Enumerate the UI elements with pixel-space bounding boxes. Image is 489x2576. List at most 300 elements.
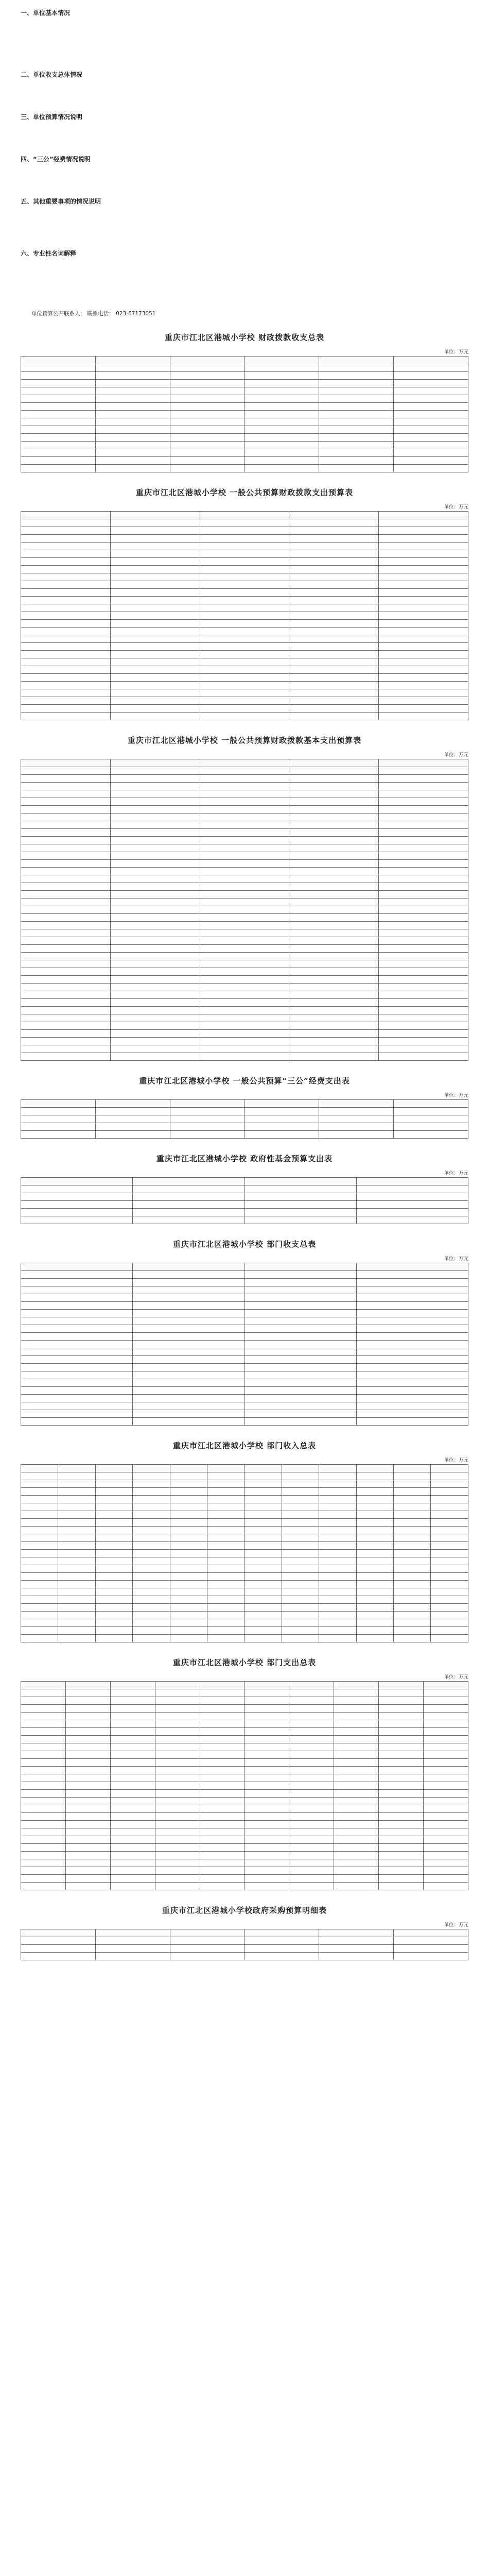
- table-cell: [289, 775, 379, 783]
- table-cell: [394, 1581, 431, 1588]
- table-cell: [110, 976, 200, 984]
- table-header-cell: [244, 1263, 356, 1271]
- table-cell: [289, 922, 379, 929]
- table-header-cell: [394, 1100, 468, 1108]
- table-cell: [334, 1790, 379, 1798]
- table-cell: [200, 798, 289, 806]
- table-cell: [200, 906, 289, 914]
- table-cell: [133, 1402, 244, 1410]
- table-cell: [110, 1038, 200, 1045]
- table-cell: [133, 1286, 244, 1294]
- table-cell: [289, 968, 379, 976]
- table-cell: [170, 1596, 207, 1604]
- table-cell: [207, 1557, 244, 1565]
- table-cell: [21, 1193, 133, 1201]
- table-cell: [200, 1774, 244, 1782]
- table-cell: [334, 1828, 379, 1836]
- table-row: [21, 891, 468, 899]
- table-cell: [200, 519, 289, 527]
- table-cell: [200, 535, 289, 543]
- table-cell: [289, 953, 379, 960]
- table-cell: [21, 767, 111, 775]
- table-header-cell: [155, 1682, 200, 1689]
- table-row: [21, 1821, 468, 1828]
- table-cell: [200, 1844, 244, 1852]
- table-cell: [244, 411, 319, 418]
- table-cell: [289, 906, 379, 914]
- table-cell: [379, 1774, 424, 1782]
- table-cell: [170, 1953, 244, 1960]
- table-cell: [200, 1767, 244, 1774]
- table-header-row: [21, 512, 468, 519]
- table-cell: [21, 798, 111, 806]
- table-cell: [379, 1782, 424, 1790]
- table-row: [21, 457, 468, 465]
- table-cell: [155, 1798, 200, 1805]
- table-cell: [21, 1123, 96, 1131]
- table-cell: [65, 1821, 110, 1828]
- table-cell: [282, 1488, 319, 1496]
- table-cell: [110, 674, 200, 682]
- table-header-cell: [95, 357, 170, 364]
- table-cell: [58, 1557, 95, 1565]
- table-cell: [379, 775, 468, 783]
- table-cell: [289, 1828, 334, 1836]
- table-row: [21, 1131, 468, 1139]
- table-cell: [95, 1519, 132, 1527]
- table-cell: [334, 1767, 379, 1774]
- table-cell: [282, 1557, 319, 1565]
- table-cell: [207, 1565, 244, 1573]
- table-cell: [133, 1519, 170, 1527]
- table-cell: [379, 1743, 424, 1751]
- table-cell: [319, 1108, 394, 1115]
- table-cell: [394, 1937, 468, 1945]
- table-cell: [379, 628, 468, 635]
- table-cell: [170, 1108, 244, 1115]
- table-row: [21, 434, 468, 442]
- table-row: [21, 1627, 468, 1635]
- table-row: [21, 589, 468, 597]
- table-cell: [21, 1286, 133, 1294]
- table-cell: [65, 1713, 110, 1720]
- table-cell: [319, 380, 394, 387]
- table-cell: [289, 682, 379, 689]
- table-cell: [110, 883, 200, 891]
- table-cell: [95, 1503, 132, 1511]
- table-cell: [424, 1751, 468, 1759]
- table-cell: [207, 1542, 244, 1550]
- table-cell: [424, 1821, 468, 1828]
- table-cell: [21, 1805, 66, 1813]
- table-cell: [200, 806, 289, 814]
- table-cell: [21, 991, 111, 999]
- table-cell: [431, 1519, 468, 1527]
- table-cell: [200, 1883, 244, 1890]
- table-cell: [200, 953, 289, 960]
- table-cell: [170, 1472, 207, 1480]
- table-cell: [356, 1410, 468, 1418]
- table-cell: [319, 1534, 356, 1542]
- table-cell: [379, 852, 468, 860]
- table-cell: [394, 1945, 468, 1953]
- table-row: [21, 1805, 468, 1813]
- table-cell: [244, 1271, 356, 1279]
- table-cell: [244, 1689, 289, 1697]
- table-row: [21, 929, 468, 937]
- table-cell: [58, 1527, 95, 1534]
- table-cell: [356, 1294, 468, 1302]
- table-cell: [424, 1736, 468, 1743]
- table-cell: [334, 1844, 379, 1852]
- table-row: [21, 1705, 468, 1713]
- table-cell: [379, 643, 468, 651]
- table-cell: [21, 1828, 66, 1836]
- table-row: [21, 682, 468, 689]
- table-row: [21, 1480, 468, 1488]
- table-row: [21, 1014, 468, 1022]
- table-cell: [394, 457, 468, 465]
- table-cell: [200, 597, 289, 604]
- table-cell: [394, 1527, 431, 1534]
- table-cell: [244, 1387, 356, 1395]
- table-cell: [200, 1038, 289, 1045]
- table-cell: [200, 573, 289, 581]
- table-cell: [207, 1573, 244, 1581]
- table-row: [21, 790, 468, 798]
- table-cell: [110, 1821, 155, 1828]
- table-cell: [379, 844, 468, 852]
- table-cell: [289, 790, 379, 798]
- table-cell: [424, 1852, 468, 1859]
- table-row: [21, 837, 468, 844]
- table-cell: [319, 1573, 356, 1581]
- table-cell: [379, 550, 468, 558]
- table-cell: [334, 1720, 379, 1728]
- table-cell: [424, 1813, 468, 1821]
- table-cell: [424, 1844, 468, 1852]
- table-cell: [133, 1395, 244, 1402]
- table-cell: [379, 1790, 424, 1798]
- table-cell: [170, 1496, 207, 1503]
- table-cell: [319, 1627, 356, 1635]
- table-cell: [319, 1937, 394, 1945]
- table-cell: [110, 1852, 155, 1859]
- table-cell: [379, 868, 468, 875]
- table-cell: [356, 1379, 468, 1387]
- table-cell: [207, 1612, 244, 1619]
- table-cell: [282, 1542, 319, 1550]
- table-cell: [289, 1022, 379, 1030]
- table-cell: [21, 1759, 66, 1767]
- table-cell: [319, 1527, 356, 1534]
- table-cell: [319, 395, 394, 403]
- table-cell: [170, 387, 244, 395]
- table-cell: [110, 790, 200, 798]
- table-cell: [200, 1030, 289, 1038]
- table-cell: [21, 790, 111, 798]
- table-cell: [244, 1720, 289, 1728]
- table-cell: [207, 1472, 244, 1480]
- table-row: [21, 628, 468, 635]
- table-cell: [356, 1565, 393, 1573]
- table-row: [21, 1557, 468, 1565]
- table-cell: [110, 1728, 155, 1736]
- table-cell: [356, 1302, 468, 1310]
- table-cell: [289, 635, 379, 643]
- table-cell: [244, 1867, 289, 1875]
- table-cell: [244, 1565, 282, 1573]
- table-header-row: [21, 1178, 468, 1185]
- table-row: [21, 1596, 468, 1604]
- table-cell: [21, 1612, 58, 1619]
- table-cell: [110, 1875, 155, 1883]
- section-paragraph: [21, 48, 468, 57]
- table-cell: [21, 1953, 96, 1960]
- table-cell: [65, 1689, 110, 1697]
- table-header-cell: [21, 1682, 66, 1689]
- table-row: [21, 1953, 468, 1960]
- table-cell: [200, 937, 289, 945]
- table-cell: [155, 1883, 200, 1890]
- table-cell: [244, 1503, 282, 1511]
- table-cell: [95, 380, 170, 387]
- table-cell: [21, 519, 111, 527]
- table-cell: [379, 705, 468, 713]
- table-cell: [431, 1472, 468, 1480]
- table-cell: [170, 1612, 207, 1619]
- table-cell: [319, 364, 394, 372]
- table-cell: [170, 1619, 207, 1627]
- table-cell: [170, 1588, 207, 1596]
- table-cell: [207, 1596, 244, 1604]
- table-cell: [110, 806, 200, 814]
- table-cell: [289, 1697, 334, 1705]
- table-cell: [200, 1736, 244, 1743]
- table-cell: [379, 1697, 424, 1705]
- table-cell: [424, 1828, 468, 1836]
- table-row: [21, 1379, 468, 1387]
- table-cell: [289, 783, 379, 790]
- table-cell: [21, 806, 111, 814]
- table-cell: [356, 1472, 393, 1480]
- table-cell: [58, 1511, 95, 1519]
- table-cell: [155, 1821, 200, 1828]
- table-cell: [200, 1697, 244, 1705]
- table-cell: [133, 1379, 244, 1387]
- table-cell: [244, 1759, 289, 1767]
- table-cell: [21, 929, 111, 937]
- table-cell: [170, 395, 244, 403]
- table-cell: [319, 1612, 356, 1619]
- table-row: [21, 945, 468, 953]
- table-cell: [379, 666, 468, 674]
- table-cell: [207, 1635, 244, 1642]
- table-cell: [110, 589, 200, 597]
- table-cell: [379, 1805, 424, 1813]
- table-cell: [394, 1511, 431, 1519]
- table-cell: [170, 1511, 207, 1519]
- table-cell: [319, 1131, 394, 1139]
- table-row: [21, 1527, 468, 1534]
- table-cell: [244, 1418, 356, 1426]
- table-cell: [21, 558, 111, 566]
- table-cell: [21, 705, 111, 713]
- table-title: 重庆市江北区港城小学校 一般公共预算财政拨款基本支出预算表: [127, 736, 362, 745]
- table-cell: [379, 814, 468, 821]
- table-title: 重庆市江北区港城小学校 财政拨款收支总表: [164, 333, 325, 342]
- table-cell: [200, 844, 289, 852]
- table-cell: [282, 1511, 319, 1519]
- table-cell: [133, 1596, 170, 1604]
- table-cell: [394, 1480, 431, 1488]
- table-cell: [200, 550, 289, 558]
- table-row: [21, 806, 468, 814]
- table-cell: [319, 457, 394, 465]
- table-cell: [319, 1123, 394, 1131]
- table-cell: [58, 1480, 95, 1488]
- table-cell: [244, 1635, 282, 1642]
- table-unit: 单位：万元: [444, 1922, 468, 1928]
- table-cell: [289, 914, 379, 922]
- table-row: [21, 1279, 468, 1286]
- table-cell: [58, 1573, 95, 1581]
- table-cell: [289, 1053, 379, 1061]
- table-cell: [424, 1774, 468, 1782]
- table-cell: [394, 1108, 468, 1115]
- table-cell: [379, 589, 468, 597]
- table-cell: [21, 1410, 133, 1418]
- table-cell: [21, 1534, 58, 1542]
- table-cell: [319, 1488, 356, 1496]
- table-cell: [394, 442, 468, 449]
- table-row: [21, 1767, 468, 1774]
- table-cell: [58, 1627, 95, 1635]
- table-cell: [244, 1821, 289, 1828]
- table-cell: [110, 1030, 200, 1038]
- table-cell: [289, 1852, 334, 1859]
- table-cell: [200, 1007, 289, 1014]
- table-cell: [356, 1581, 393, 1588]
- table-cell: [155, 1790, 200, 1798]
- table-cell: [289, 1751, 334, 1759]
- section-paragraph: [21, 19, 468, 28]
- table-cell: [21, 1511, 58, 1519]
- table-cell: [21, 1108, 96, 1115]
- table-cell: [379, 875, 468, 883]
- table-cell: [133, 1565, 170, 1573]
- table-header-cell: [319, 1100, 394, 1108]
- table-cell: [244, 1596, 282, 1604]
- table-cell: [58, 1612, 95, 1619]
- table-cell: [379, 999, 468, 1007]
- table-cell: [356, 1612, 393, 1619]
- table-cell: [170, 457, 244, 465]
- table-cell: [21, 589, 111, 597]
- table-cell: [170, 364, 244, 372]
- table-cell: [379, 597, 468, 604]
- section-paragraph: [21, 81, 468, 90]
- table-header-cell: [170, 357, 244, 364]
- table-cell: [356, 1604, 393, 1612]
- table-cell: [200, 604, 289, 612]
- table-cell: [200, 1805, 244, 1813]
- table-cell: [289, 821, 379, 829]
- table-row: [21, 798, 468, 806]
- table-cell: [289, 1844, 334, 1852]
- table-cell: [379, 937, 468, 945]
- table-cell: [21, 434, 96, 442]
- table-cell: [95, 1534, 132, 1542]
- table-header-cell: [244, 1100, 319, 1108]
- table-cell: [289, 837, 379, 844]
- table-cell: [21, 364, 96, 372]
- table-row: [21, 620, 468, 628]
- table-cell: [356, 1387, 468, 1395]
- table-cell: [95, 1565, 132, 1573]
- table-cell: [133, 1511, 170, 1519]
- table-cell: [244, 1557, 282, 1565]
- table-cell: [21, 1480, 58, 1488]
- table-cell: [95, 1488, 132, 1496]
- table-cell: [431, 1496, 468, 1503]
- table-cell: [133, 1418, 244, 1426]
- table-cell: [95, 395, 170, 403]
- tables-section: [21, 332, 468, 1960]
- table-cell: [334, 1867, 379, 1875]
- table-row: [21, 705, 468, 713]
- table-cell: [379, 914, 468, 922]
- table-header-cell: [170, 1929, 244, 1937]
- table-cell: [65, 1790, 110, 1798]
- table-row: [21, 852, 468, 860]
- table-cell: [379, 1705, 424, 1713]
- table-cell: [110, 1697, 155, 1705]
- table-cell: [356, 1503, 393, 1511]
- table-cell: [394, 1123, 468, 1131]
- table-cell: [200, 1821, 244, 1828]
- table-row: [21, 991, 468, 999]
- table-cell: [65, 1805, 110, 1813]
- table-cell: [155, 1705, 200, 1713]
- table-cell: [334, 1751, 379, 1759]
- table-cell: [334, 1852, 379, 1859]
- table-cell: [319, 1604, 356, 1612]
- table-cell: [200, 1713, 244, 1720]
- table-cell: [133, 1550, 170, 1557]
- table-cell: [21, 1325, 133, 1333]
- table-cell: [200, 1751, 244, 1759]
- table-cell: [289, 1713, 334, 1720]
- table-cell: [379, 635, 468, 643]
- table-cell: [207, 1627, 244, 1635]
- table-cell: [110, 1743, 155, 1751]
- table-cell: [289, 1743, 334, 1751]
- table-cell: [244, 442, 319, 449]
- table-cell: [21, 550, 111, 558]
- table-row: [21, 612, 468, 620]
- table-cell: [379, 1759, 424, 1767]
- table-row: [21, 767, 468, 775]
- table-cell: [21, 1496, 58, 1503]
- table-cell: [21, 1883, 66, 1890]
- table-unit: 单位：万元: [444, 1171, 468, 1176]
- table-cell: [356, 1395, 468, 1402]
- table-cell: [21, 868, 111, 875]
- table-cell: [207, 1496, 244, 1503]
- table-cell: [379, 1821, 424, 1828]
- table-cell: [282, 1480, 319, 1488]
